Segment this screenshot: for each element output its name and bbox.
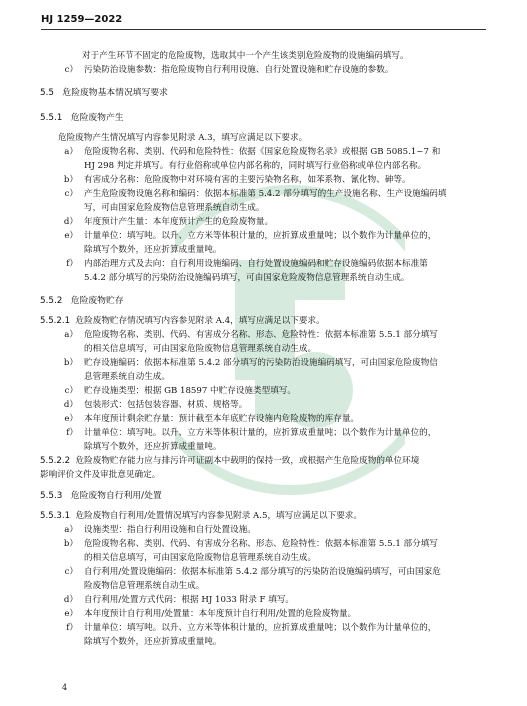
section-5-5-3-heading: 5.5.3 危险废物自行利用/处置 [40,491,162,501]
list-item: d） 包装形式：包括包装容器、材质、规格等。 [63,400,248,410]
page-number: 4 [62,683,68,692]
section-5-5-2: 5.5.2 危险废物贮存 5.5.2.1 危险废物贮存情况填写内容参见附录 A.4，填写应满足以下要求。 a） 危险废物名称、类别、代码、有害成分名称、形态、危险特性：依据本标准第 5.5.1 部分填写 的相关信息填写，可由国家危险废物信息管理系统自动生成。 b） 贮存设施编码：依据本标准第 5.4.2 部分填写的污染防治设施编码填写，可由国家危险废物信 息管理系统自动生成。 c） 贮存设施类型：根据 GB 18597 中贮存设施类型填写。 d） 包装形式：包括包装容器、材质、规格等。 e） 本年度预计剩余贮存量：预计截至本年底贮存设施内危险废物的库存量。 f） 计量单位：填写吨。以升、立方米等体积计量的，应折算成重量吨；以个数作为计量单位的， 除填写个数外，还应折算成重量吨。 5.5.2.2 危险废物贮存能力应与排污许可证副本中载明的保持一致，或根据产生危险废物的单位环境 影响评价文件及审批意见确定。 [40,294,487,482]
list-item: e） 本年度预计剩余贮存量：预计截至本年底贮存设施内危险废物的库存量。 [64,414,360,424]
list-item: e） 本年度预计自行利用/处置量：本年度预计自行利用/处置的危险废物量。 [64,609,357,619]
section-5-5-2-1-intro: 5.5.2.1 危险废物贮存情况填写内容参见附录 A.4，填写应满足以下要求。 [40,316,325,326]
section-5-5-2-2: 5.5.2.2 危险废物贮存能力应与排污许可证副本中载明的保持一致，或根据产生危险废物的单位环境 [40,456,420,466]
top-block [40,49,487,77]
list-item: f） 计量单位：填写吨。以升、立方米等体积计量的，应折算成重量吨；以个数作为计量单位的， 除填写个数外，还应折算成重量吨。 [66,428,437,452]
list-item: d） 自行利用/处置方式代码：根据 HJ 1033 附录 F 填写。 [63,595,295,605]
continuation-text: 对于产生环节不固定的危险废物，选取其中一个产生该类别危险废物的设施编码填写。 [82,51,409,61]
list-item: a） 危险废物名称、类别、代码和危险特性：依据《国家危险废物名录》或根据 GB 5085.1~7 和 HJ 298 判定并填写。有行业俗称或单位内部名称的，同时填写行业俗称或单位内部名称。 [64,147,441,171]
section-5-5-1 [40,111,487,285]
list-item: b） 有害成分名称：危险废物中对环境有害的主要污染物名称，如苯系物、氰化物、砷等。 [63,175,411,185]
section-5-5-3-1-intro: 5.5.3.1 危险废物自行利用/处置情况填写内容参见附录 A.5，填写应满足以下要求。 [40,511,362,521]
list-item: a） 设施类型：指自行利用设施和自行处置设施。 [64,525,256,535]
list-item: b） 贮存设施编码：依据本标准第 5.4.2 部分填写的污染防治设施编码填写，可由国家危险废物信 息管理系统自动生成。 [63,358,438,382]
list-item: c） 污染防治设施参数：指危险废物自行利用设施、自行处置设施和贮存设施的参数。 [64,65,394,75]
list-item: f） 内部治理方式及去向：自行利用设施编码、自行处置设施编码和贮存设施编码依据本标准第 5.4.2 部分填写的污染防治设施编码填写，可由国家危险废物信息管理系统自动生成。 [66,259,428,283]
list-item: e） 计量单位：填写吨。以升、立方米等体积计量的，应折算成重量吨；以个数作为计量单位的， 除填写个数外，还应折算成重量吨。 [64,231,437,255]
header-rule [41,29,486,30]
section-5-5-2-heading: 5.5.2 危险废物贮存 [40,296,124,306]
list-item: c） 产生危险废物设施名称和编码：依据本标准第 5.4.2 部分填写的生产设施名称、生产设施编码填 写，可由国家危险废物信息管理系统自动生成。 [64,189,447,213]
list-item: c） 贮存设施类型：根据 GB 18597 中贮存设施类型填写。 [64,386,296,396]
list-item: b） 危险废物名称、类别、代码、有害成分名称、形态、危险特性：依据本标准第 5.5.1 部分填写 的相关信息填写，可由国家危险废物信息管理系统自动生成。 [63,539,438,563]
standard-code: HJ 1259—2022 [41,14,123,25]
list-item: f） 计量单位：填写吨。以升、立方米等体积计量的，应折算成重量吨；以个数作为计量单位的， 除填写个数外，还应折算成重量吨。 [66,623,437,647]
section-5-5-3 [40,489,487,649]
list-item: d） 年度预计产生量：本年度预计产生的危险废物量。 [63,217,274,227]
section-5-5-1-intro: 危险废物产生情况填写内容参见附录 A.3，填写应满足以下要求。 [58,133,308,143]
section-5-5-heading: 5.5 危险废物基本情况填写要求 [40,88,168,98]
list-item: c） 自行利用/处置设施编码：依据本标准第 5.4.2 部分填写的污染防治设施编码填写，可由国家危 险废物信息管理系统自动生成。 [64,567,441,591]
section-5-5-1-heading: 5.5.1 危险废物产生 [40,113,124,123]
list-item: a） 危险废物名称、类别、代码、有害成分名称、形态、危险特性：依据本标准第 5.5.1 部分填写 的相关信息填写，可由国家危险废物信息管理系统自动生成。 [64,330,438,354]
